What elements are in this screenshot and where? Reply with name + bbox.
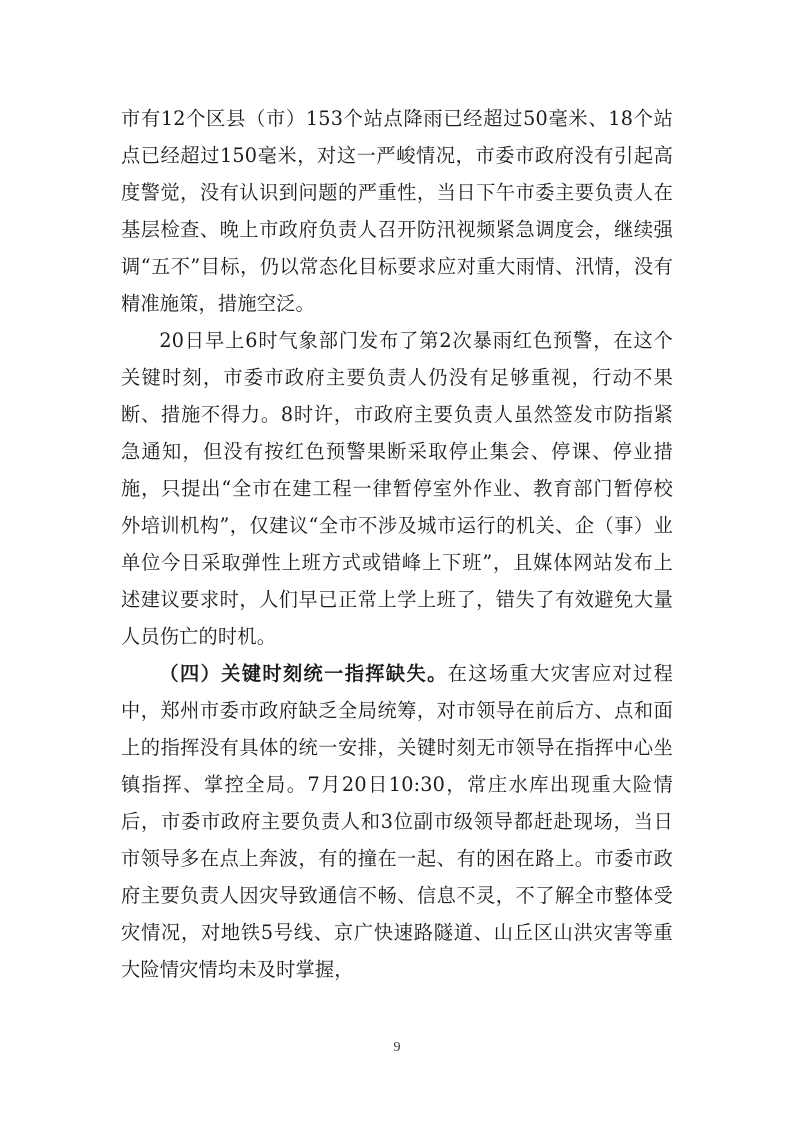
document-body	[121, 100, 673, 988]
paragraph-command-section	[121, 655, 673, 988]
section-heading: （四）关键时刻统一指挥缺失。	[159, 662, 448, 685]
page-number: 9	[393, 1040, 401, 1055]
section-body-text: 在这场重大灾害应对过程中，郑州市委市政府缺乏全局统筹，对市领导在前后方、点和面上的指挥没有具体的统一安排，关键时刻无市领导在指挥中心坐镇指挥、掌控全局。7月20日10:30，常庄水库出现重大险情后，市委市政府主要负责人和3位副市级领导都赶赴现场，当日市领导多在点上奔波，有的撞在一起、有的困在路上。市委市政府主要负责人因灾导致通信不畅、信息不灵，不了解全市整体受灾情况，对地铁5号线、京广快速路隧道、山丘区山洪灾害等重大险情灾情均未及时掌握，	[121, 662, 673, 981]
paragraph-continuation: 市有12个区县（市）153个站点降雨已经超过50毫米、18个站点已经超过150毫米，对这一严峻情况，市委市政府没有引起高度警觉，没有认识到问题的严重性，当日下午市委主要负责人在基层检查、晚上市政府负责人召开防汛视频紧急调度会，继续强调“五不”目标，仍以常态化目标要求应对重大雨情、汛情，没有精准施策，措施空泛。	[121, 107, 673, 315]
paragraph-red-warning: 20日早上6时气象部门发布了第2次暴雨红色预警，在这个关键时刻，市委市政府主要负责人仍没有足够重视，行动不果断、措施不得力。8时许，市政府主要负责人虽然签发市防指紧急通知，但没有按红色预警果断采取停止集会、停课、停业措施，只提出“全市在建工程一律暂停室外作业、教育部门暂停校外培训机构”，仅建议“全市不涉及城市运行的机关、企（事）业单位今日采取弹性上班方式或错峰上下班”，且媒体网站发布上述建议要求时，人们早已正常上学上班了，错失了有效避免大量人员伤亡的时机。	[121, 329, 673, 648]
